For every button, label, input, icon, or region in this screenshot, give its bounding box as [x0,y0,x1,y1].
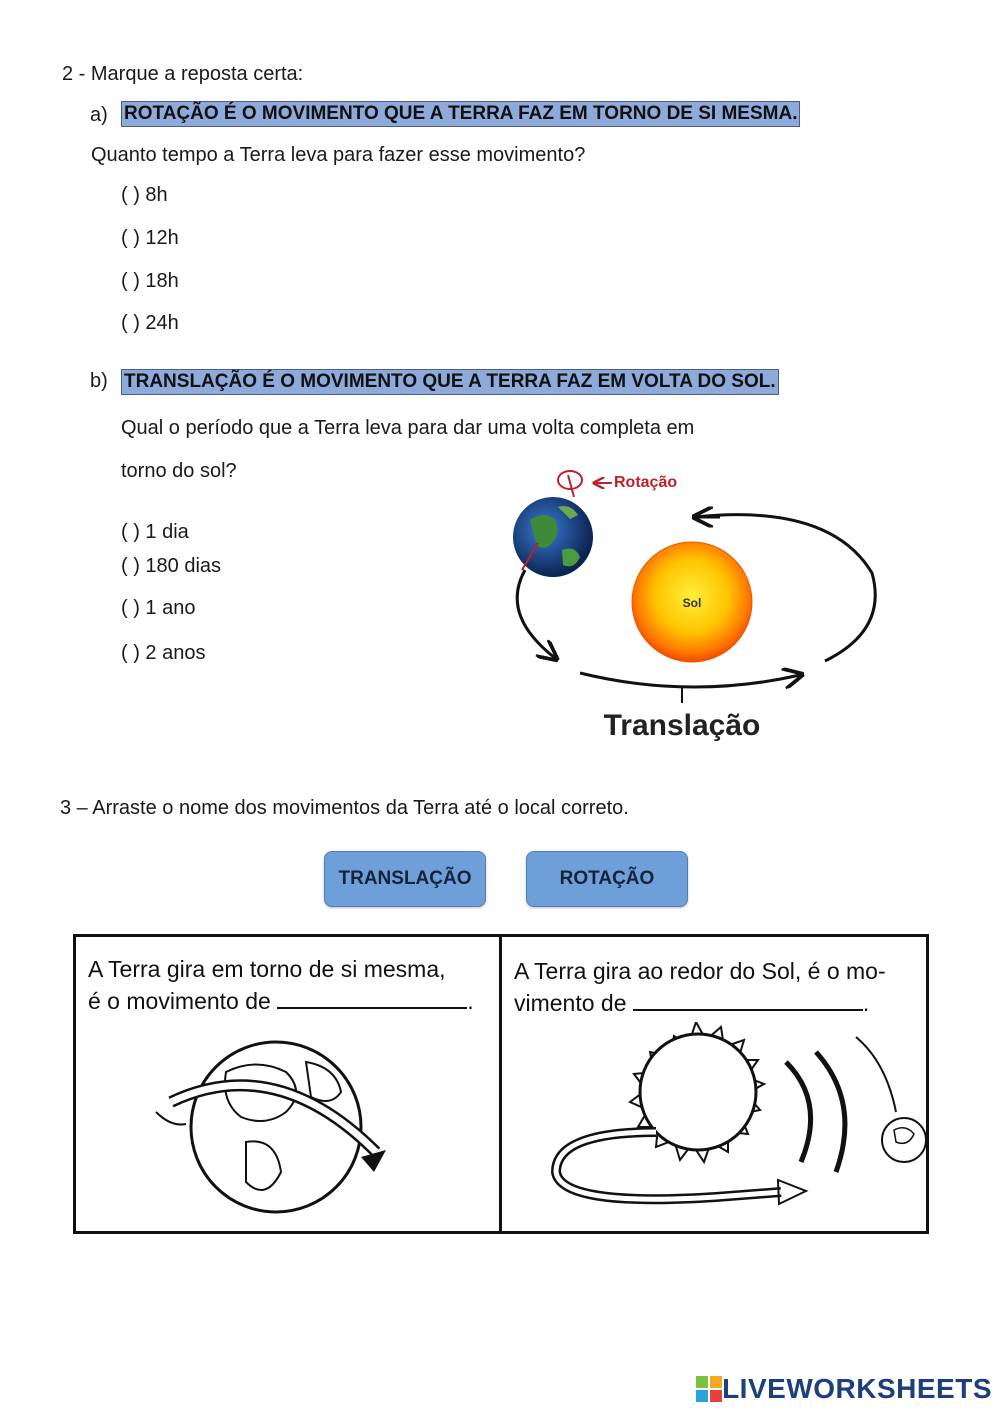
drag-target-panel [73,934,929,1234]
earth-small-sketch-icon [882,1118,926,1162]
earth-globe-icon [513,497,593,577]
rotation-label: Rotação [614,474,678,491]
item-b-statement: TRANSLAÇÃO É O MOVIMENTO QUE A TERRA FAZ EM VOLTA DO SOL. [121,369,779,395]
option-a-8h[interactable]: ( ) 8h [121,184,168,206]
panel-divider [499,937,502,1231]
option-a-18h[interactable]: ( ) 18h [121,270,179,292]
liveworksheets-logo[interactable] [696,1373,992,1405]
sun-label: Sol [682,596,702,610]
logo-blocks-icon [696,1376,722,1402]
question-3-title: 3 – Arraste o nome dos movimentos da Terra até o local correto. [60,797,629,819]
item-b-question-line2: torno do sol? [121,460,237,482]
drop-zone-rotacao[interactable] [286,987,480,1017]
left-cell-line1: A Terra gira em torno de si mesma, [88,956,446,982]
left-cell-line2: é o movimento de . [88,988,474,1014]
question-2-title: 2 - Marque a reposta certa: [62,63,304,85]
item-b-letter: b) [90,370,108,392]
translation-label: Translação [603,709,761,742]
option-b-2-anos[interactable]: ( ) 2 anos [121,642,206,664]
drop-zone-translacao[interactable] [644,989,878,1019]
drag-translacao-button[interactable]: TRANSLAÇÃO [324,851,486,907]
option-b-1-dia[interactable]: ( ) 1 dia [121,521,189,543]
left-cell-line2-text: é o movimento de [88,988,271,1014]
option-a-12h[interactable]: ( ) 12h [121,227,179,249]
item-b-question-line1: Qual o período que a Terra leva para dar uma volta completa em [121,417,695,439]
orbit-arc-left [517,570,555,658]
drag-rotacao-button[interactable]: ROTAÇÃO [526,851,688,907]
option-a-24h[interactable]: ( ) 24h [121,312,179,334]
item-a-statement: ROTAÇÃO É O MOVIMENTO QUE A TERRA FAZ EM TORNO DE SI MESMA. [121,101,800,127]
sun-translation-illustration [516,1022,926,1222]
orbit-loop-arrow-icon [778,1180,806,1204]
logo-text: LIVEWORKSHEETS [722,1373,992,1404]
orbit-arc-bottom [580,673,800,687]
right-cell-line1: A Terra gira ao redor do Sol, é o mo- [514,958,886,984]
option-b-1-ano[interactable]: ( ) 1 ano [121,597,196,619]
right-cell-line2-text: vimento de [514,990,627,1016]
item-a-letter: a) [90,104,108,126]
option-b-180-dias[interactable]: ( ) 180 dias [121,555,222,577]
earth-orbit-diagram [500,455,890,750]
right-cell-line2: vimento de . [514,990,870,1016]
sun-sketch-icon [640,1034,756,1150]
item-a-question: Quanto tempo a Terra leva para fazer esse movimento? [91,144,586,166]
earth-rotation-illustration [146,1032,406,1217]
